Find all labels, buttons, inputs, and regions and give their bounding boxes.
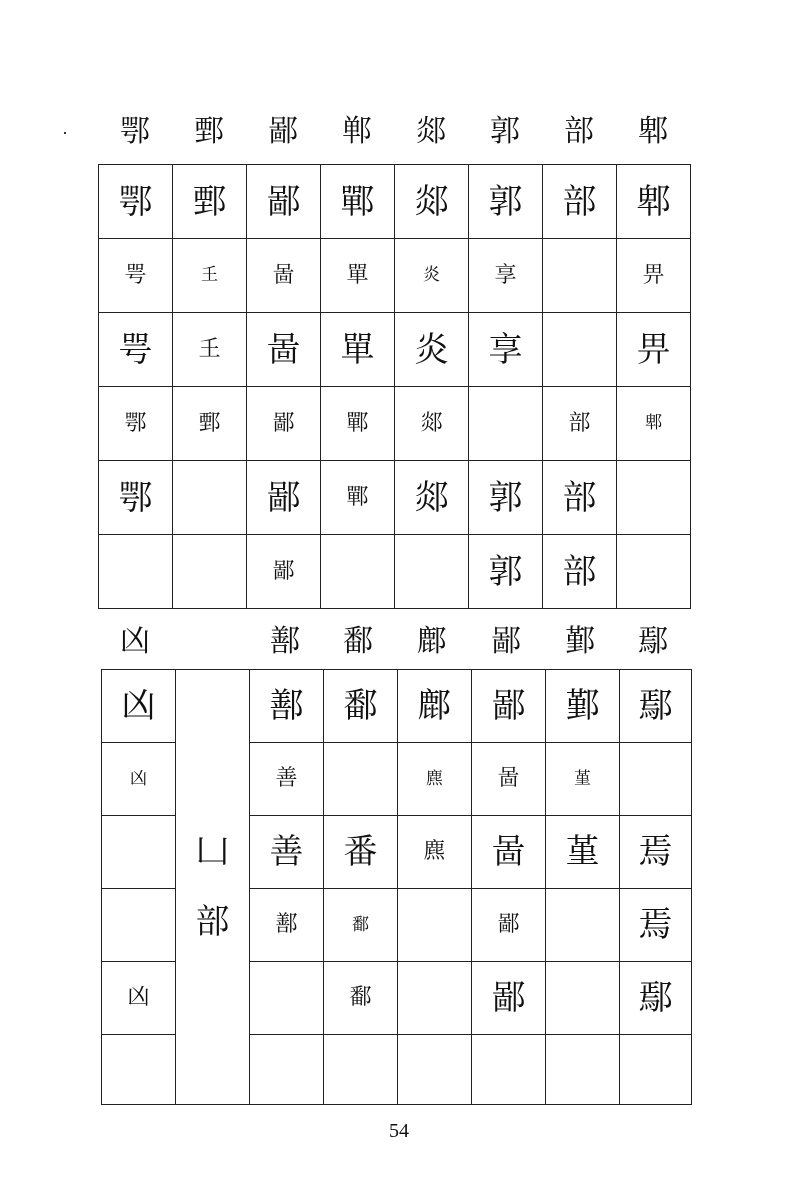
glyph-cell — [543, 313, 617, 387]
top-header-4: 郸 — [342, 114, 372, 149]
glyph-cell — [250, 962, 324, 1035]
glyph-cell: 啚 — [472, 743, 546, 816]
glyph-cell — [173, 461, 247, 535]
top-header-2: 鄄 — [194, 114, 224, 149]
glyph-cell: 鄱 — [324, 670, 398, 743]
glyph-cell: 麃 — [398, 743, 472, 816]
glyph-cell — [617, 461, 691, 535]
glyph-cell — [620, 743, 692, 816]
glyph-cell — [543, 239, 617, 313]
glyph-cell: 鄄 — [173, 165, 247, 239]
glyph-cell — [398, 889, 472, 962]
glyph-cell: 鄙 — [247, 535, 321, 609]
glyph-cell: 鄲 — [321, 461, 395, 535]
glyph-cell: 鄯 — [250, 670, 324, 743]
bottom-grid — [101, 669, 692, 1105]
top-row — [99, 313, 691, 387]
glyph-cell: 咢 — [99, 313, 173, 387]
glyph-cell: 凶 — [102, 962, 176, 1035]
bottom-header-7: 鄞 — [565, 624, 595, 659]
glyph-cell: 鄂 — [99, 461, 173, 535]
glyph-cell: 郫 — [617, 387, 691, 461]
glyph-cell: 焉 — [620, 889, 692, 962]
glyph-cell: 番 — [324, 816, 398, 889]
glyph-cell — [398, 1035, 472, 1105]
glyph-cell: 堇 — [546, 743, 620, 816]
glyph-cell — [617, 535, 691, 609]
glyph-cell: 咢 — [99, 239, 173, 313]
glyph-cell: 部 — [543, 535, 617, 609]
glyph-cell — [546, 1035, 620, 1105]
top-grid — [98, 164, 691, 609]
top-row — [99, 165, 691, 239]
glyph-cell — [173, 535, 247, 609]
glyph-cell: 善 — [250, 816, 324, 889]
glyph-cell: 享 — [469, 239, 543, 313]
glyph-cell: 鄙 — [247, 387, 321, 461]
top-header-5: 郯 — [416, 114, 446, 149]
top-header-3: 鄙 — [268, 114, 298, 149]
top-header-6: 郭 — [490, 114, 520, 149]
glyph-cell: 鄱 — [324, 962, 398, 1035]
glyph-cell: 鄲 — [321, 387, 395, 461]
glyph-cell: 堇 — [546, 816, 620, 889]
bottom-row — [102, 670, 692, 743]
glyph-cell: 鄙 — [472, 889, 546, 962]
glyph-cell: 鄱 — [324, 889, 398, 962]
glyph-cell — [546, 962, 620, 1035]
top-row — [99, 461, 691, 535]
radical-word: 部 — [195, 902, 230, 942]
glyph-cell — [469, 387, 543, 461]
glyph-cell — [99, 535, 173, 609]
top-header-1: 鄂 — [120, 114, 150, 149]
glyph-cell: 郫 — [617, 165, 691, 239]
top-header-8: 郫 — [638, 114, 668, 149]
glyph-cell: 鄲 — [321, 165, 395, 239]
glyph-cell — [395, 535, 469, 609]
glyph-cell — [620, 1035, 692, 1105]
glyph-cell: 享 — [469, 313, 543, 387]
glyph-cell — [546, 889, 620, 962]
glyph-cell: 鄞 — [546, 670, 620, 743]
bottom-header-5: 鄜 — [417, 624, 447, 659]
glyph-cell: 𡈼 — [173, 239, 247, 313]
glyph-cell: 部 — [543, 387, 617, 461]
top-row — [99, 387, 691, 461]
glyph-cell: 鄂 — [99, 165, 173, 239]
bottom-header-8: 鄢 — [638, 624, 668, 659]
glyph-cell: 善 — [250, 743, 324, 816]
top-header-7: 部 — [564, 114, 594, 149]
glyph-cell: 鄢 — [620, 962, 692, 1035]
glyph-cell — [472, 1035, 546, 1105]
glyph-cell: 鄄 — [173, 387, 247, 461]
glyph-cell: 鄙 — [247, 165, 321, 239]
bottom-header-6: 鄙 — [491, 624, 521, 659]
glyph-cell: 郭 — [469, 461, 543, 535]
radical-char: 凵 — [195, 832, 230, 872]
glyph-cell: 鄙 — [247, 461, 321, 535]
glyph-cell — [398, 962, 472, 1035]
glyph-cell: 啚 — [472, 816, 546, 889]
glyph-cell: 炎 — [395, 239, 469, 313]
glyph-cell: 凶 — [102, 743, 176, 816]
bottom-header-1: 凶 — [120, 624, 150, 659]
bottom-header-4: 鄱 — [343, 624, 373, 659]
glyph-cell: 啚 — [247, 239, 321, 313]
glyph-cell: 炎 — [395, 313, 469, 387]
radical-label — [176, 670, 250, 1105]
glyph-cell: 郯 — [395, 165, 469, 239]
glyph-cell: 部 — [543, 165, 617, 239]
glyph-cell: 郭 — [469, 535, 543, 609]
speck — [64, 132, 66, 134]
glyph-cell — [250, 1035, 324, 1105]
glyph-cell: 郭 — [469, 165, 543, 239]
glyph-cell: 單 — [321, 239, 395, 313]
top-row — [99, 239, 691, 313]
glyph-cell: 郯 — [395, 461, 469, 535]
glyph-cell: 鄙 — [472, 670, 546, 743]
page-number: 54 — [389, 1120, 409, 1142]
glyph-cell — [102, 889, 176, 962]
glyph-cell: 啚 — [247, 313, 321, 387]
glyph-cell: 單 — [321, 313, 395, 387]
glyph-cell — [102, 1035, 176, 1105]
glyph-cell: 麃 — [398, 816, 472, 889]
glyph-cell: 鄢 — [620, 670, 692, 743]
glyph-cell: 部 — [543, 461, 617, 535]
glyph-cell: 凶 — [102, 670, 176, 743]
glyph-cell — [324, 1035, 398, 1105]
glyph-cell: 鄂 — [99, 387, 173, 461]
glyph-cell: 鄜 — [398, 670, 472, 743]
glyph-cell — [102, 816, 176, 889]
top-row — [99, 535, 691, 609]
glyph-cell — [321, 535, 395, 609]
glyph-cell: 鄯 — [250, 889, 324, 962]
glyph-cell: 畀 — [617, 313, 691, 387]
glyph-cell — [324, 743, 398, 816]
glyph-cell: 畀 — [617, 239, 691, 313]
glyph-cell: 郯 — [395, 387, 469, 461]
glyph-cell: 焉 — [620, 816, 692, 889]
glyph-cell: 𡈼 — [173, 313, 247, 387]
glyph-cell: 鄙 — [472, 962, 546, 1035]
bottom-header-3: 鄯 — [270, 624, 300, 659]
